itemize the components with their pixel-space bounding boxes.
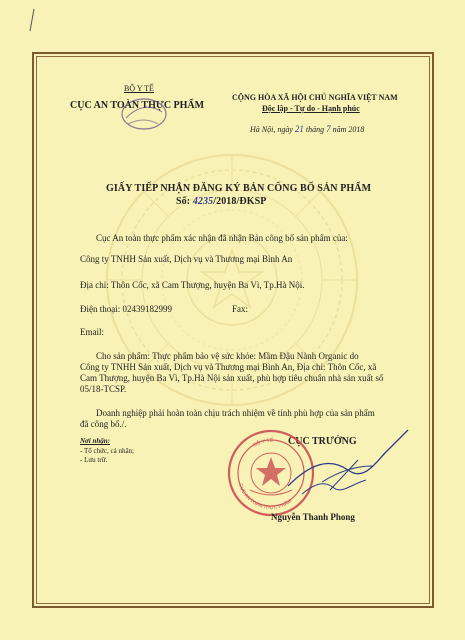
responsibility-line-2: đã công bố./.	[80, 419, 127, 429]
issuing-agency: CỤC AN TOÀN THỰC PHẨM	[70, 100, 205, 111]
recipient-item-2: - Lưu trữ.	[80, 456, 108, 464]
issue-date	[250, 124, 364, 134]
recipients-label: Nơi nhận:	[80, 437, 111, 445]
recipient-item-1: - Tổ chức, cá nhân;	[80, 447, 135, 455]
signer-name: Nguyễn Thanh Phong	[271, 512, 355, 522]
seal-top-text: BỘ Y TẾ	[252, 437, 274, 449]
date-prefix: Hà Nội, ngày	[250, 125, 293, 134]
signature-flourish-icon	[300, 476, 370, 498]
document-title: GIẤY TIẾP NHẬN ĐĂNG KÝ BẢN CÔNG BỐ SẢN PHẨM	[106, 183, 372, 194]
number-prefix: Số:	[176, 196, 191, 207]
date-month: 7	[326, 124, 331, 134]
product-line-3: Cam Thượng, huyện Ba Vì, Tp.Hà Nội sản xuất, phù hợp tiêu chuẩn nhà sản xuất số	[80, 373, 384, 383]
product-line-1: Cho sản phẩm: Thực phẩm bảo vệ sức khỏe: Mầm Đậu Nành Organic do	[96, 351, 359, 361]
company-name: Công ty TNHH Sản xuất, Dịch vụ và Thương mại Bình An	[80, 254, 293, 264]
country-name: CỘNG HÒA XÃ HỘI CHỦ NGHĨA VIỆT NAM	[232, 93, 398, 102]
pen-mark-icon	[24, 8, 38, 32]
number-suffix: /2018/ĐKSP	[213, 196, 267, 207]
product-line-2: Công ty TNHH Sản xuất, Dịch vụ và Thương mại Bình An, Địa chỉ: Thôn Cốc, xã	[80, 362, 377, 372]
date-year-label: năm 2018	[332, 125, 365, 134]
national-motto: Độc lập - Tự do - Hạnh phúc	[262, 104, 360, 113]
company-fax: Fax:	[232, 304, 249, 314]
document-number	[176, 196, 266, 207]
agency-stamp-icon	[118, 94, 170, 134]
date-month-label: tháng	[305, 125, 325, 134]
ministry-name: BỘ Y TẾ	[124, 84, 154, 93]
product-line-4: 05/18-TCSP.	[80, 384, 127, 394]
company-address: Địa chỉ: Thôn Cốc, xã Cam Thượng, huyện Ba Vì, Tp.Hà Nội.	[80, 280, 305, 290]
seal-bottom-text: CỤC AN TOÀN THỰC PHẨM	[237, 482, 293, 512]
signer-title: CỤC TRƯỞNG	[288, 436, 357, 447]
intro-text: Cục An toàn thực phẩm xác nhận đã nhận Bản công bố sản phẩm của:	[96, 233, 348, 243]
responsibility-line-1: Doanh nghiệp phải hoàn toàn chịu trách nhiệm về tính phù hợp của sản phẩm	[96, 408, 375, 418]
date-day: 21	[294, 124, 304, 134]
number-handwritten: 4235	[192, 196, 214, 207]
company-email: Email:	[80, 327, 104, 337]
company-phone: Điện thoại: 02439182999	[80, 304, 172, 314]
